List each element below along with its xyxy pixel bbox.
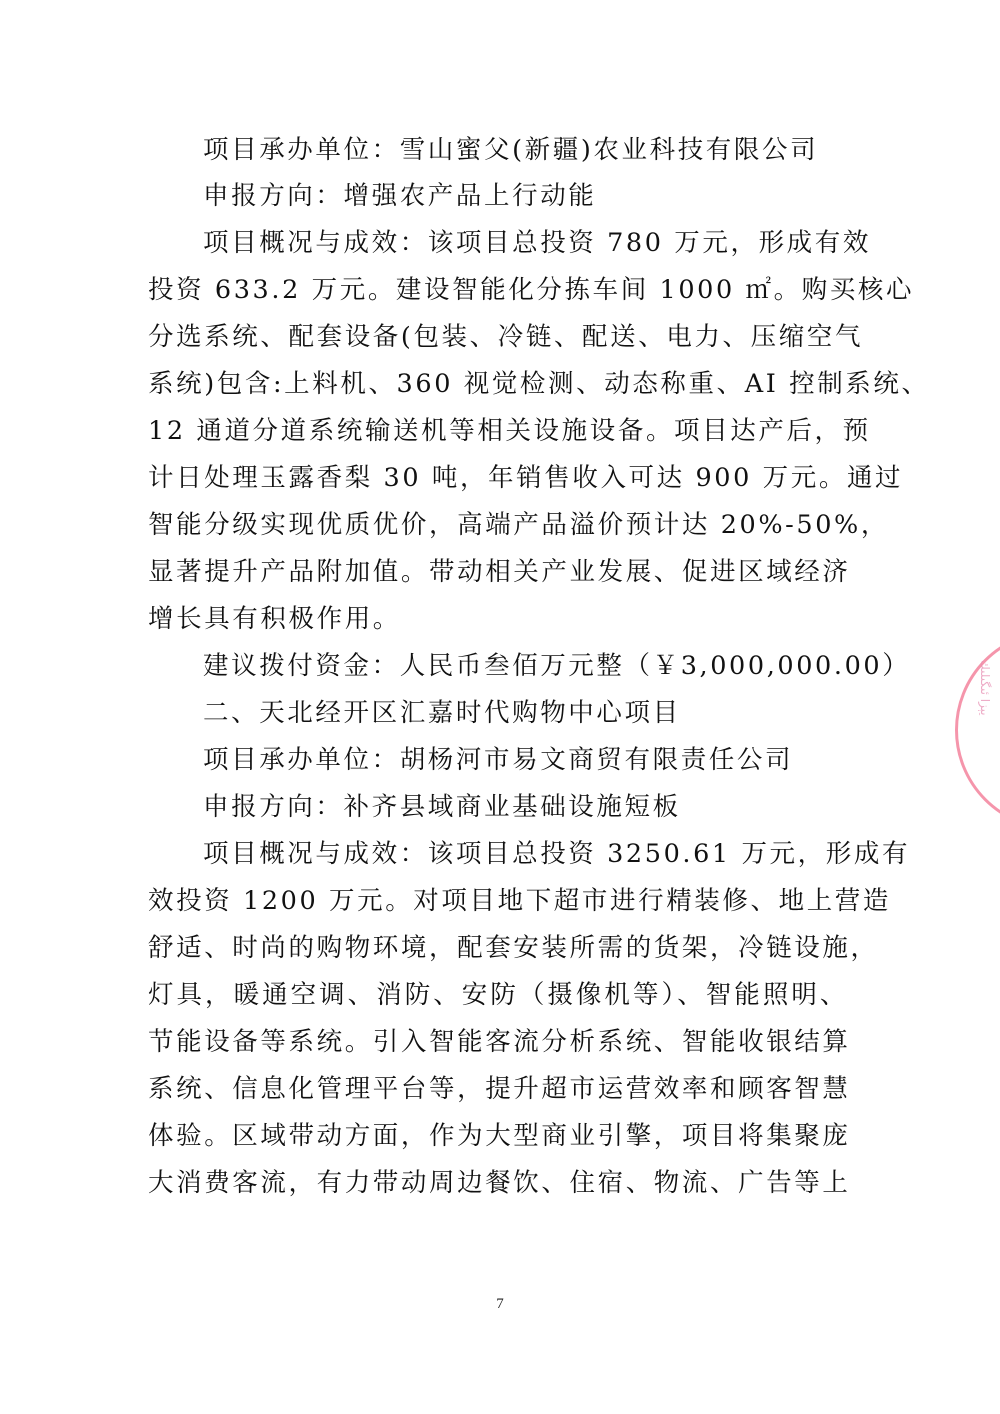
project2-overview-line: 系统、信息化管理平台等，提升超市运营效率和顾客智慧 — [148, 1074, 851, 1104]
project1-overview-line: 投资 633.2 万元。建设智能化分拣车间 1000 ㎡。购买核心 — [148, 275, 915, 305]
project2-direction: 申报方向：补齐县域商业基础设施短板 — [203, 792, 681, 822]
project2-overview-line: 体验。区域带动方面，作为大型商业引擎，项目将集聚庞 — [148, 1121, 851, 1151]
project1-overview-line: 显著提升产品附加值。带动相关产业发展、促进区域经济 — [148, 557, 851, 587]
project1-overview-line: 分选系统、配套设备(包装、冷链、配送、电力、压缩空气 — [148, 322, 864, 352]
project1-overview-line: 智能分级实现优质优价，高端产品溢价预计达 20%-50%， — [148, 510, 889, 540]
page-number: 7 — [496, 1296, 504, 1312]
project2-undertaker: 项目承办单位：胡杨河市易文商贸有限责任公司 — [203, 745, 794, 775]
project2-overview-line: 舒适、时尚的购物环境，配套安装所需的货架，冷链设施， — [148, 933, 879, 963]
project1-direction: 申报方向：增强农产品上行动能 — [203, 181, 597, 211]
project2-overview-line: 效投资 1200 万元。对项目地下超市进行精装修、地上营造 — [148, 886, 892, 916]
project2-heading: 二、天北经开区汇嘉时代购物中心项目 — [203, 698, 681, 728]
project2-overview-line: 大消费客流，有力带动周边餐饮、住宿、物流、广告等上 — [148, 1168, 851, 1198]
project1-overview-line: 项目概况与成效：该项目总投资 780 万元，形成有效 — [203, 228, 871, 258]
project2-overview-line: 节能设备等系统。引入智能客流分析系统、智能收银结算 — [148, 1027, 851, 1057]
official-seal-text: يېزا ئىگىلىك — [978, 660, 992, 716]
project1-undertaker: 项目承办单位：雪山蜜父(新疆)农业科技有限公司 — [203, 135, 819, 165]
project1-funding: 建议拨付资金：人民币叁佰万元整（￥3,000,000.00） — [203, 651, 911, 681]
project1-overview-line: 12 通道分道系统输送机等相关设施设备。项目达产后，预 — [148, 416, 871, 446]
project1-overview-line: 系统)包含:上料机、360 视觉检测、动态称重、AI 控制系统、 — [148, 369, 930, 399]
project2-overview-line: 灯具，暖通空调、消防、安防（摄像机等）、智能照明、 — [148, 980, 848, 1010]
project1-overview-line: 计日处理玉露香梨 30 吨，年销售收入可达 900 万元。通过 — [148, 463, 904, 493]
project1-overview-line: 增长具有积极作用。 — [148, 604, 401, 634]
project2-overview-line: 项目概况与成效：该项目总投资 3250.61 万元，形成有 — [203, 839, 911, 869]
